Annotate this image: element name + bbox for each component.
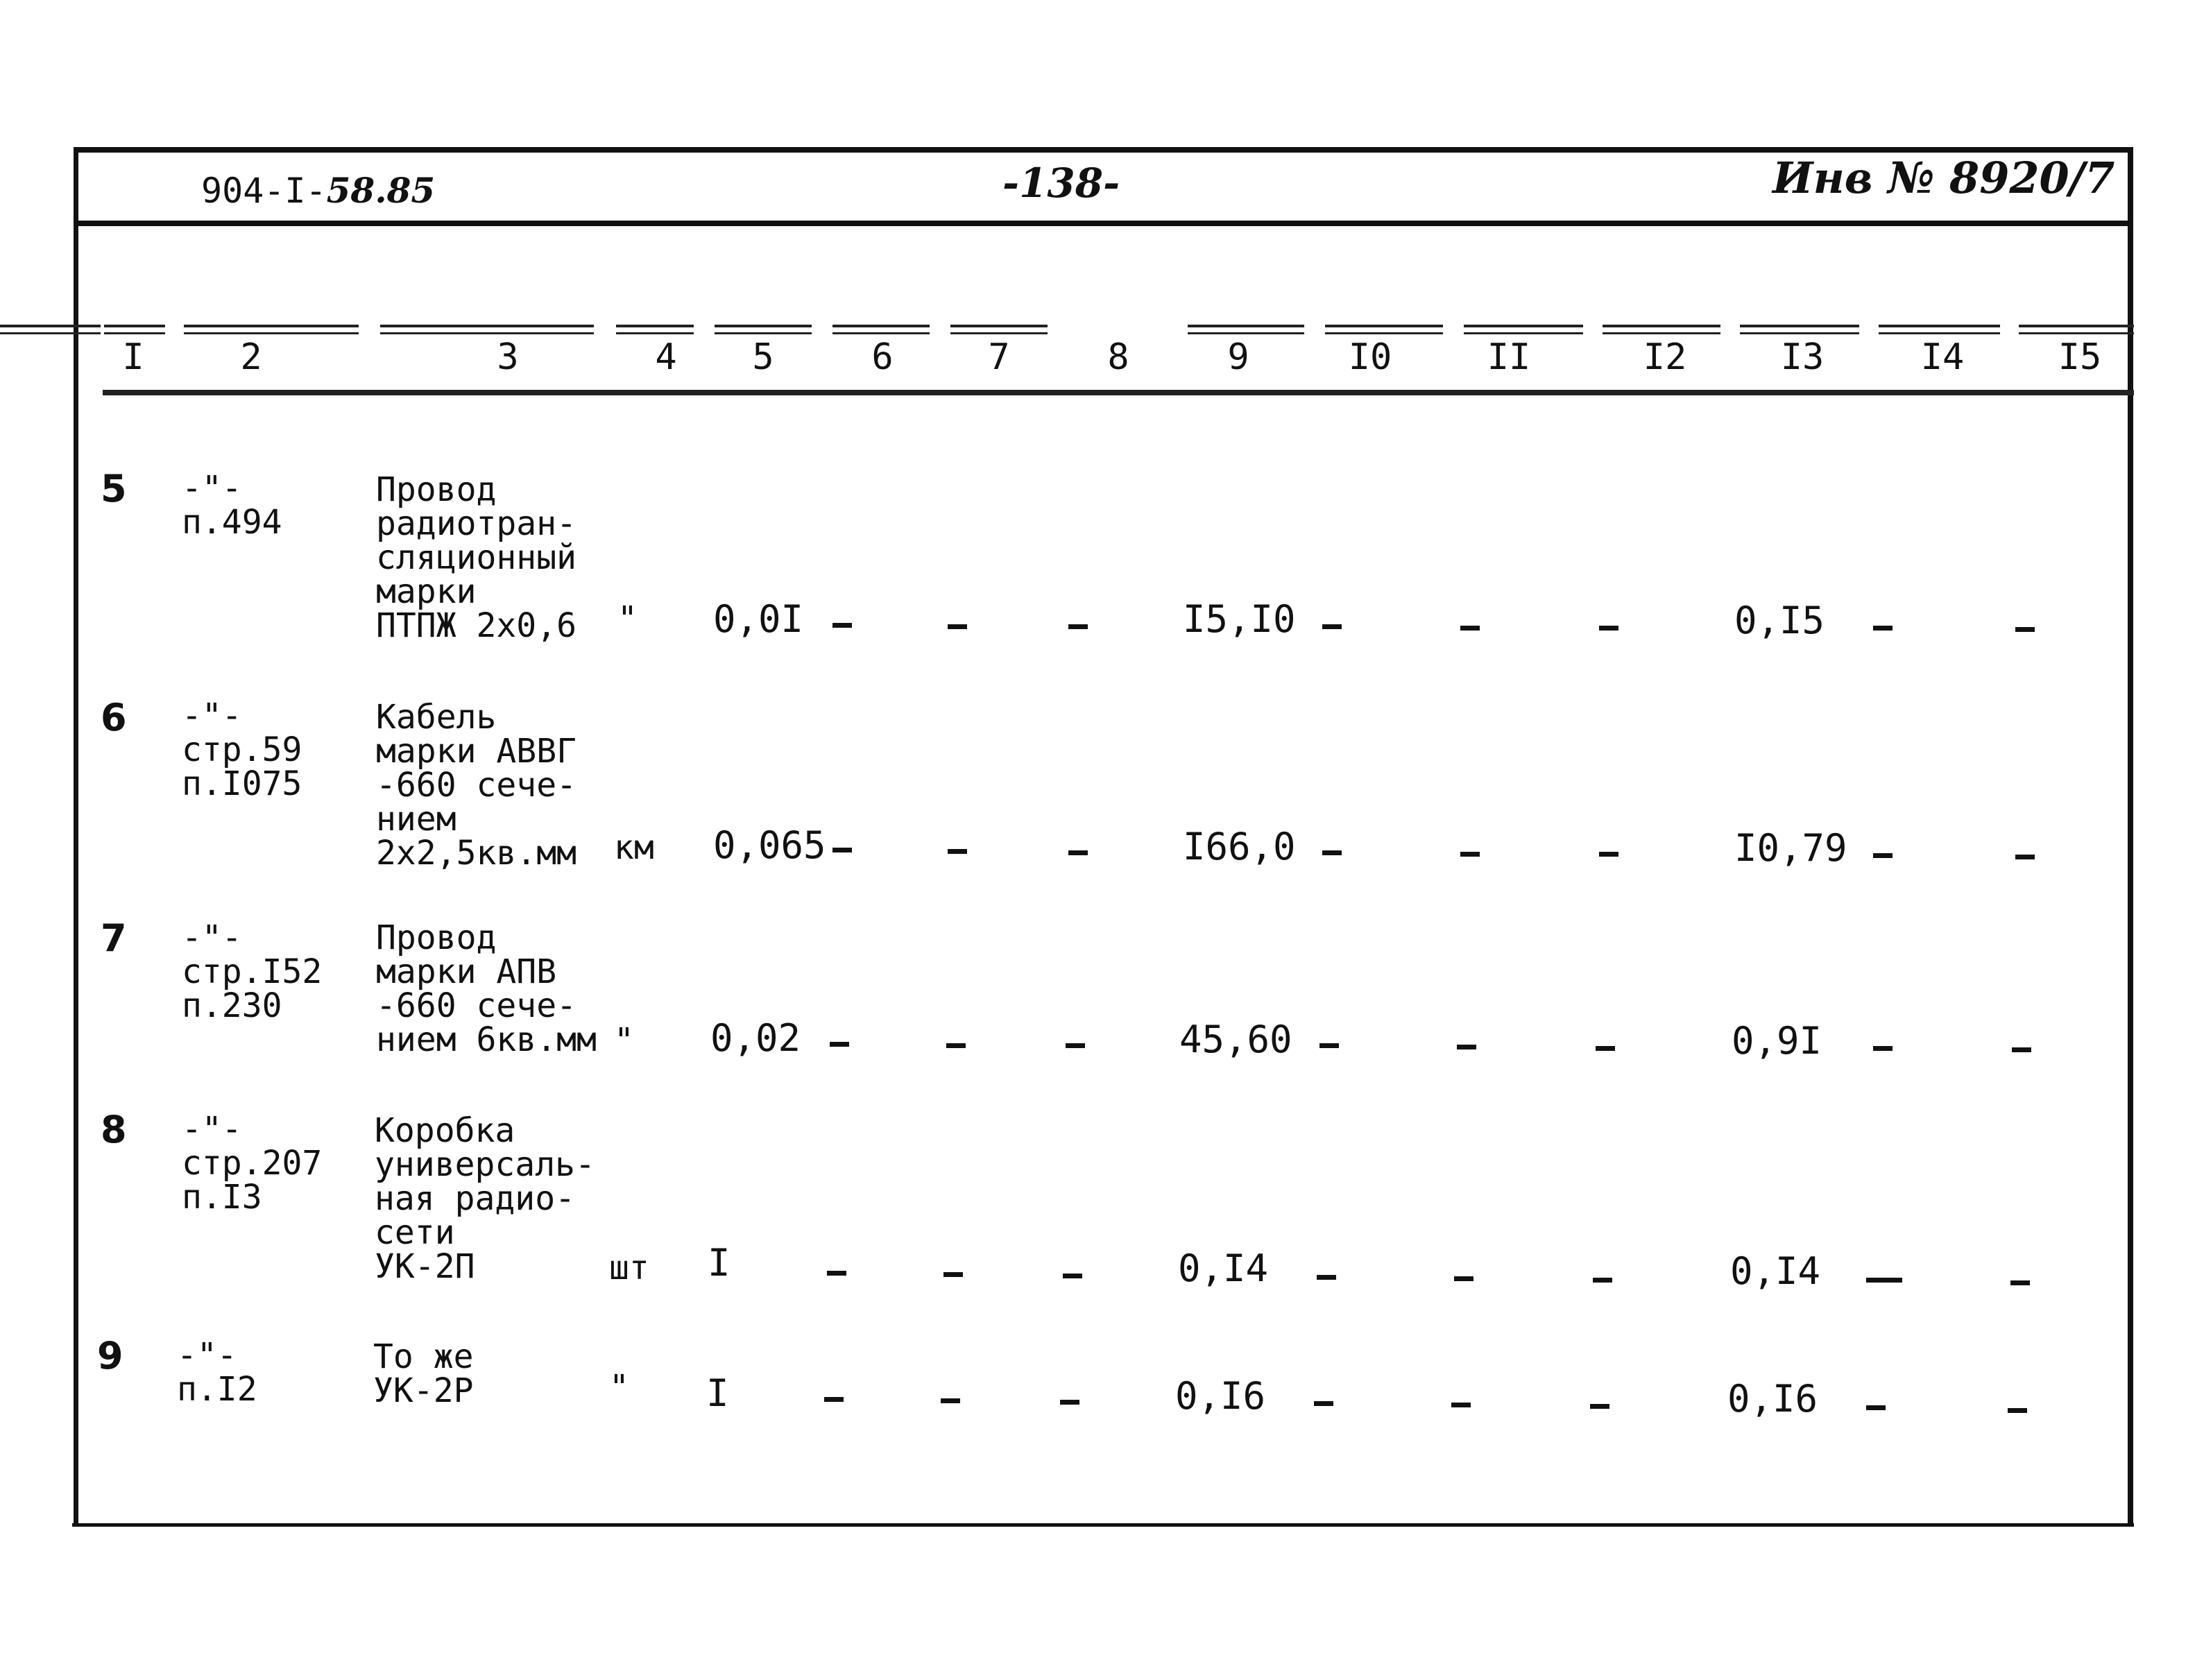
- row-5-col6-dash: [832, 623, 852, 628]
- row-6-number: 6: [101, 696, 127, 739]
- col-bar-12: [1603, 325, 1720, 334]
- row-6-col11-dash: [1460, 852, 1480, 857]
- row-9-number: 9: [97, 1334, 123, 1378]
- row-9-col15-dash: [2008, 1408, 2027, 1413]
- row-5-col12-dash: [1599, 626, 1618, 631]
- row-6-reference: -"- стр.59 п.I075: [182, 696, 302, 803]
- row-6-unit: км: [614, 828, 654, 867]
- col-number-11: II: [1487, 336, 1531, 378]
- col-bar-3: [380, 325, 594, 334]
- row-7-col6-dash: [830, 1042, 849, 1047]
- row-6-col12-dash: [1599, 852, 1618, 857]
- col-bar-2: [184, 325, 359, 334]
- document-code-handwritten: 58.85: [326, 170, 436, 211]
- header-divider: [74, 221, 2133, 226]
- row-8-col10-dash: [1317, 1275, 1336, 1280]
- col-bar-10: [1325, 325, 1443, 334]
- row-6-col10-dash: [1322, 850, 1342, 855]
- row-8-reference: -"- стр.207 п.I3: [182, 1110, 323, 1217]
- row-7-col15-dash: [2012, 1047, 2031, 1052]
- col-bar-15: [2019, 325, 2134, 334]
- col-bar-11: [1464, 325, 1583, 334]
- col-number-8: 8: [1107, 336, 1129, 378]
- row-6-col8-dash: [1068, 850, 1088, 855]
- row-7-col14-dash: [1873, 1046, 1893, 1051]
- col-number-1: I: [122, 336, 144, 378]
- col-bar-1: [104, 325, 165, 334]
- row-6-col14-dash: [1873, 853, 1893, 858]
- col-bar-4: [616, 325, 694, 334]
- col-number-4: 4: [655, 336, 677, 378]
- frame-bottom-line: [72, 1523, 2134, 1527]
- row-5-col7-dash: [948, 624, 967, 629]
- row-9-col11-dash: [1451, 1403, 1471, 1407]
- row-9-col13: 0,I6: [1727, 1377, 1818, 1421]
- col-number-10: I0: [1348, 336, 1392, 378]
- row-9-col8-dash: [1060, 1400, 1079, 1405]
- row-7-reference: -"- стр.I52 п.230: [182, 918, 323, 1025]
- row-7-col13: 0,9I: [1732, 1019, 1822, 1063]
- col-bar-8: [0, 325, 101, 334]
- row-6-col13: I0,79: [1734, 826, 1847, 870]
- col-number-9: 9: [1227, 336, 1249, 378]
- col-bar-13: [1740, 325, 1859, 334]
- row-5-col15-dash: [2015, 627, 2035, 632]
- header-bottom-rule: [103, 390, 2134, 395]
- col-number-13: I3: [1780, 336, 1825, 378]
- row-9-col10-dash: [1314, 1401, 1333, 1406]
- row-9-reference: -"- п.I2: [177, 1336, 257, 1409]
- document-code: [201, 170, 435, 211]
- col-bar-5: [715, 325, 812, 334]
- row-8-col12-dash: [1593, 1278, 1612, 1283]
- row-7-col9: 45,60: [1179, 1018, 1292, 1061]
- row-6-name: Кабель марки АВВГ -660 сече- нием 2х2,5кв.мм: [376, 698, 576, 873]
- row-9-name: То же УК-2Р: [373, 1337, 474, 1410]
- row-8-col8-dash: [1063, 1274, 1082, 1278]
- row-9-col7-dash: [941, 1398, 960, 1403]
- row-8-col11-dash: [1454, 1276, 1473, 1281]
- row-5-number: 5: [101, 467, 127, 511]
- row-6-col9: I66,0: [1183, 825, 1296, 868]
- row-7-col12-dash: [1596, 1046, 1615, 1051]
- col-number-3: 3: [497, 336, 519, 378]
- document-code-printed: 904-I-: [201, 171, 327, 211]
- row-8-number: 8: [101, 1108, 127, 1151]
- row-7-col7-dash: [946, 1043, 966, 1048]
- col-number-5: 5: [752, 336, 774, 378]
- col-bar-6: [832, 325, 930, 334]
- row-8-col15-dash: [2010, 1280, 2030, 1285]
- row-9-col9: 0,I6: [1175, 1374, 1266, 1418]
- row-7-number: 7: [101, 916, 127, 960]
- row-5-reference: -"- п.494: [182, 469, 282, 542]
- row-8-col7-dash: [943, 1272, 963, 1277]
- page-number: -138-: [1002, 160, 1120, 207]
- row-6-col7-dash: [948, 849, 967, 854]
- row-5-col14-dash: [1873, 626, 1893, 631]
- row-7-unit: ": [614, 1021, 634, 1060]
- row-5-quantity: 0,0I: [713, 597, 804, 641]
- row-8-quantity: I: [708, 1241, 731, 1285]
- row-6-col6-dash: [832, 848, 852, 852]
- row-5-col9: I5,I0: [1183, 597, 1296, 641]
- inventory-number: Инв № 8920/7: [1772, 153, 2115, 203]
- col-number-12: I2: [1643, 336, 1687, 378]
- row-6-quantity: 0,065: [713, 823, 826, 867]
- row-9-col12-dash: [1590, 1404, 1609, 1409]
- col-number-14: I4: [1920, 336, 1965, 378]
- row-8-col13: 0,I4: [1730, 1249, 1821, 1293]
- row-7-col11-dash: [1457, 1045, 1476, 1049]
- row-5-col8-dash: [1068, 624, 1088, 629]
- col-number-2: 2: [240, 336, 262, 378]
- row-9-col6-dash: [824, 1397, 844, 1402]
- row-7-col8-dash: [1066, 1043, 1085, 1048]
- row-8-col6-dash: [827, 1271, 846, 1276]
- row-7-name: Провод марки АПВ -660 сече- нием 6кв.мм: [376, 918, 597, 1059]
- col-number-15: I5: [2058, 336, 2102, 378]
- col-bar-14: [1879, 325, 2000, 334]
- row-9-quantity: I: [706, 1371, 729, 1415]
- col-number-7: 7: [988, 336, 1010, 378]
- row-9-unit: ": [609, 1368, 629, 1407]
- col-number-6: 6: [871, 336, 894, 378]
- row-9-col14-dash: [1866, 1405, 1886, 1410]
- row-8-name: Коробка универсаль- ная радио- сети УК-2П: [375, 1111, 595, 1286]
- row-8-col14-dash: [1866, 1278, 1902, 1283]
- row-5-col11-dash: [1460, 626, 1480, 631]
- row-8-unit: шт: [609, 1249, 649, 1287]
- row-7-col10-dash: [1319, 1043, 1339, 1048]
- row-7-quantity: 0,02: [710, 1016, 801, 1060]
- col-bar-9: [1188, 325, 1304, 334]
- col-bar-7: [950, 325, 1048, 334]
- row-8-col9: 0,I4: [1178, 1246, 1269, 1290]
- row-5-col13: 0,I5: [1734, 599, 1825, 642]
- row-6-col15-dash: [2015, 855, 2035, 859]
- row-5-unit: ": [617, 599, 638, 638]
- row-5-name: Провод радиотран- сляционный марки ПТПЖ 2х0,6: [376, 470, 576, 645]
- row-5-col10-dash: [1322, 624, 1342, 629]
